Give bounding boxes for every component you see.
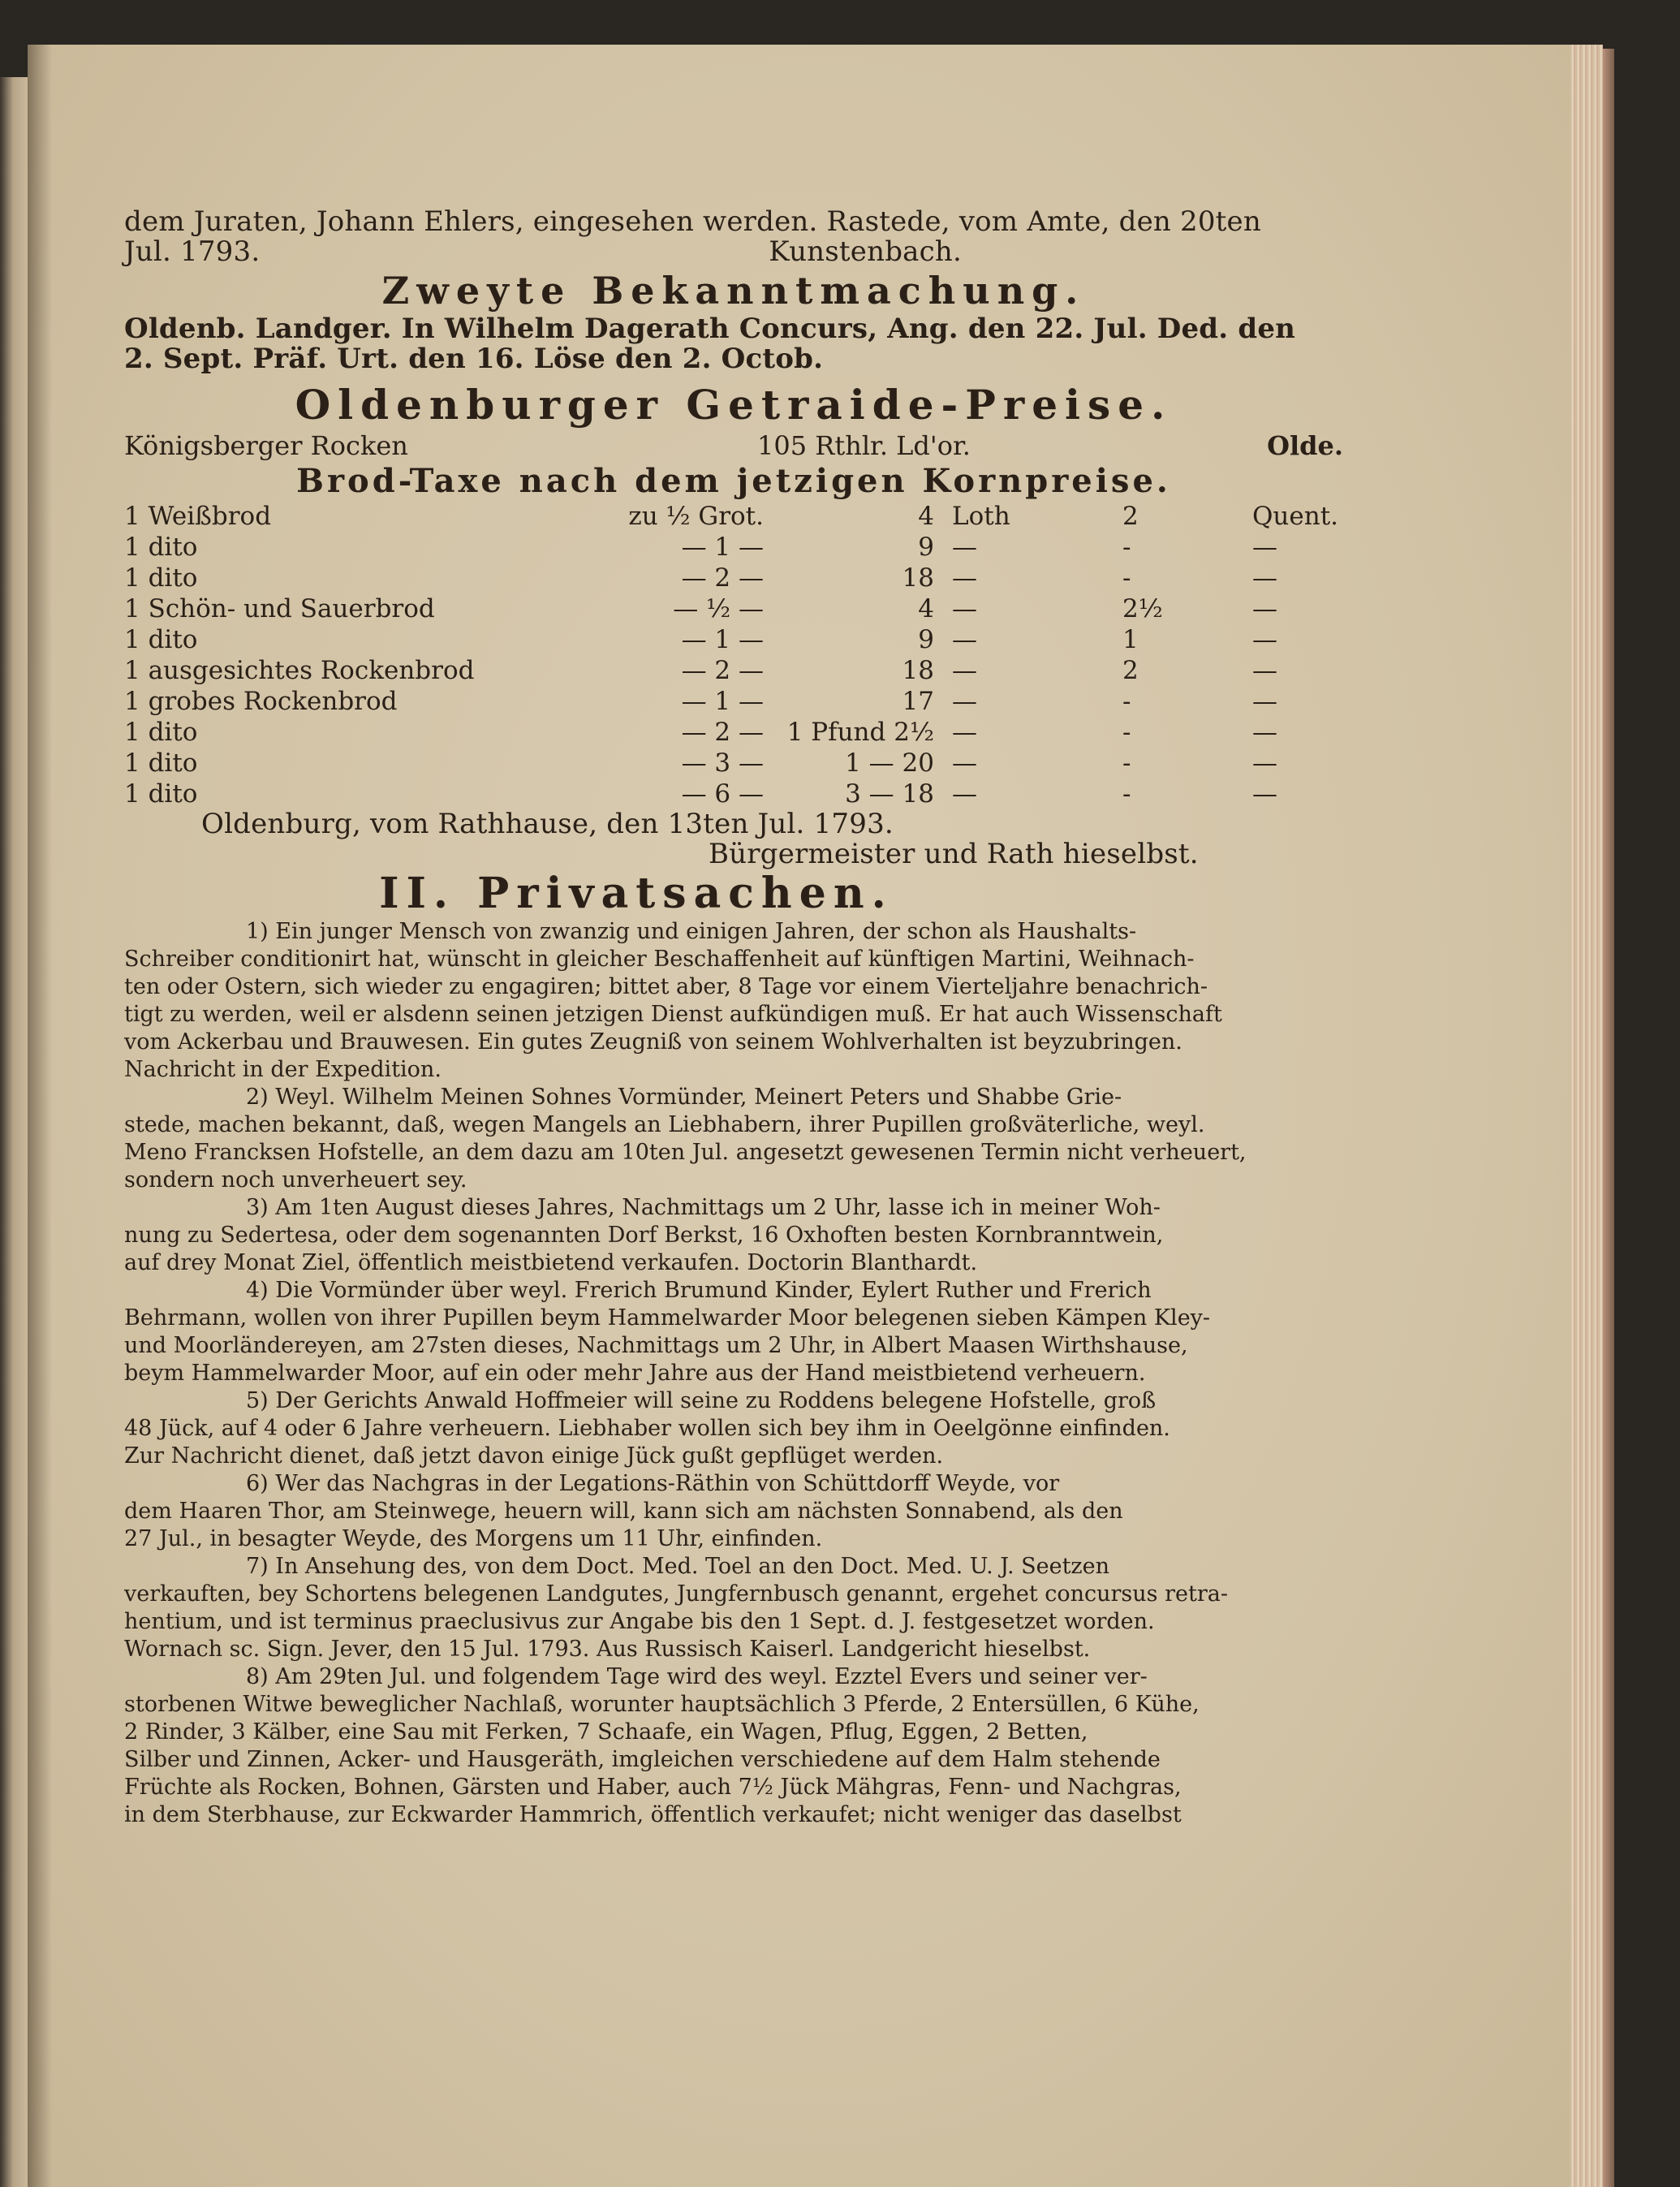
body-line: vom Ackerbau und Brauwesen. Ein gutes Zeugniß von seinem Wohlverhalten ist beyzubringen. — [124, 1029, 1182, 1055]
koenigsberger-tag: Olde. — [1267, 430, 1343, 461]
previous-page-edge — [0, 77, 29, 2187]
body-line: dem Haaren Thor, am Steinwege, heuern will, kann sich am nächsten Sonnabend, als den — [124, 1499, 1123, 1524]
body-line: Wornach sc. Sign. Jever, den 15 Jul. 1793. Aus Russisch Kaiserl. Landgericht hieselbst. — [124, 1637, 1091, 1662]
body-line: Nachricht in der Expedition. — [124, 1057, 442, 1082]
body-line: sondern noch unverheuert sey. — [124, 1167, 467, 1193]
body-line: tigt zu werden, weil er alsdenn seinen jetzigen Dienst aufkündigen muß. Er hat auch Wissenschaft — [124, 1002, 1222, 1027]
body-line: in dem Sterbhause, zur Eckwarder Hammrich, öffentlich verkaufet; nicht weniger das daselbst — [124, 1802, 1182, 1827]
body-line: storbenen Witwe beweglicher Nachlaß, worunter hauptsächlich 3 Pferde, 2 Entersüllen, 6 Kühe, — [124, 1692, 1200, 1717]
body-line: verkauften, bey Schortens belegenen Landgutes, Jungfernbusch genannt, ergehet concursus retra- — [124, 1581, 1228, 1607]
table-row: 1 dito — 6 — 3 — 18 — - — — [124, 779, 1277, 809]
body-line: 7) In Ansehung des, von dem Doct. Med. Toel an den Doct. Med. U. J. Seetzen — [246, 1554, 1110, 1579]
page-stack-edge — [1570, 45, 1603, 2187]
body-line: 4) Die Vormünder über weyl. Frerich Brumund Kinder, Eylert Ruther und Frerich — [246, 1278, 1152, 1303]
book-cover-edge — [1603, 49, 1614, 2187]
body-line: 48 Jück, auf 4 oder 6 Jahre verheuern. Liebhaber wollen sich bey ihm in Oeelgönne einfinden. — [124, 1416, 1170, 1441]
body-line: Meno Francksen Hofstelle, an dem dazu am 10ten Jul. angesetzt gewesenen Termin nicht verheuert, — [124, 1140, 1247, 1165]
table-row: 1 dito — 1 — 9 — 1 — — [124, 625, 1277, 654]
zweyte-heading: Zweyte Bekanntmachung. — [381, 269, 1086, 313]
body-line: 2) Weyl. Wilhelm Meinen Sohnes Vormünder, Meinert Peters und Shabbe Grie- — [246, 1085, 1122, 1110]
body-line: beym Hammelwarder Moor, auf ein oder mehr Jahre aus der Hand meistbietend verheuern. — [124, 1361, 1146, 1386]
top-line-1: dem Juraten, Johann Ehlers, eingesehen werden. Rastede, vom Amte, den 20ten — [124, 205, 1261, 238]
body-line: 2 Rinder, 3 Kälber, eine Sau mit Ferken, 7 Schaafe, ein Wagen, Pflug, Eggen, 2 Betten, — [124, 1719, 1088, 1745]
body-line: auf drey Monat Ziel, öffentlich meistbietend verkaufen. Doctorin Blanthardt. — [124, 1250, 978, 1275]
table-row: 1 dito — 2 — 1 Pfund 2½ — - — — [124, 718, 1277, 747]
table-row: 1 grobes Rockenbrod — 1 — 17 — - — — [124, 687, 1277, 716]
table-row: 1 Weißbrod zu ½ Grot. 4 Loth 2 Quent. — [124, 502, 1339, 531]
zweyte-line-2: 2. Sept. Präf. Urt. den 16. Löse den 2. Octob. — [124, 343, 824, 375]
body-line: nung zu Sedertesa, oder dem sogenannten Dorf Berkst, 16 Oxhoften besten Kornbranntwein, — [124, 1223, 1164, 1248]
table-row: 1 ausgesichtes Rockenbrod — 2 — 18 — 2 — — [124, 656, 1277, 685]
top-line-2: Jul. 1793. Kunstenbach. — [124, 237, 1343, 267]
signature-kunstenbach: Kunstenbach. — [769, 235, 962, 268]
body-line: 8) Am 29ten Jul. und folgendem Tage wird des weyl. Ezztel Evers und seiner ver- — [246, 1664, 1148, 1689]
koenigsberger-label: Königsberger Rocken — [124, 430, 408, 461]
table-row: 1 dito — 1 — 9 — - — — [124, 533, 1277, 562]
brod-taxe-table — [124, 501, 1343, 809]
body-line: Früchte als Rocken, Bohnen, Gärsten und Haber, auch 7½ Jück Mähgras, Fenn- und Nachgras, — [124, 1775, 1182, 1800]
koenigsberger-value: 105 Rthlr. Ld'or. — [757, 430, 971, 461]
preise-heading: Oldenburger Getraide-Preise. — [295, 381, 1173, 429]
body-line: Silber und Zinnen, Acker- und Hausgeräth, imgleichen verschiedene auf dem Halm stehende — [124, 1747, 1161, 1772]
zweyte-line-1: Oldenb. Landger. In Wilhelm Dagerath Concurs, Ang. den 22. Jul. Ded. den — [124, 313, 1296, 345]
table-row: 1 dito — 2 — 18 — - — — [124, 563, 1277, 593]
body-line: stede, machen bekannt, daß, wegen Mangels an Liebhabern, ihrer Pupillen großväterliche, weyl. — [124, 1112, 1205, 1137]
body-line: Behrmann, wollen von ihrer Pupillen beym Hammelwarder Moor belegenen sieben Kämpen Kley- — [124, 1305, 1211, 1331]
rath-signature: Bürgermeister und Rath hieselbst. — [709, 838, 1199, 870]
body-line: Schreiber conditionirt hat, wünscht in gleicher Beschaffenheit auf künftigen Martini, Weihnach- — [124, 947, 1195, 972]
privatsachen-body — [124, 918, 1343, 1829]
koenigsberger-row — [124, 429, 1343, 462]
body-line: 5) Der Gerichts Anwald Hoffmeier will seine zu Roddens belegene Hofstelle, groß — [246, 1388, 1157, 1413]
body-line: 3) Am 1ten August dieses Jahres, Nachmittags um 2 Uhr, lasse ich in meiner Woh- — [246, 1195, 1161, 1220]
body-line: und Moorländereyen, am 27sten dieses, Nachmittags um 2 Uhr, in Albert Maasen Wirthshause, — [124, 1333, 1188, 1358]
binding-gutter-shadow — [28, 45, 52, 2187]
privatsachen-heading: II. Privatsachen. — [379, 869, 894, 918]
body-line: hentium, und ist terminus praeclusivus zur Angabe bis den 1 Sept. d. J. festgesetzet worden. — [124, 1609, 1155, 1634]
page-text — [124, 207, 1343, 1829]
body-line: 1) Ein junger Mensch von zwanzig und einigen Jahren, der schon als Haushalts- — [246, 919, 1137, 944]
body-line: ten oder Ostern, sich wieder zu engagiren; bittet aber, 8 Tage vor einem Vierteljahre benachrich- — [124, 974, 1208, 999]
brod-taxe-heading: Brod-Taxe nach dem jetzigen Kornpreise. — [296, 462, 1171, 500]
body-line: 27 Jul., in besagter Weyde, des Morgens um 11 Uhr, einfinden. — [124, 1526, 823, 1551]
body-line: Zur Nachricht dienet, daß jetzt davon einige Jück gußt gepflüget werden. — [124, 1443, 944, 1469]
table-row: 1 Schön- und Sauerbrod — ½ — 4 — 2½ — — [124, 594, 1277, 623]
oldenburg-line: Oldenburg, vom Rathhause, den 13ten Jul. 1793. — [201, 808, 894, 840]
body-line: 6) Wer das Nachgras in der Legations-Räthin von Schüttdorff Weyde, vor — [246, 1471, 1060, 1496]
table-row: 1 dito — 3 — 1 — 20 — - — — [124, 748, 1277, 778]
